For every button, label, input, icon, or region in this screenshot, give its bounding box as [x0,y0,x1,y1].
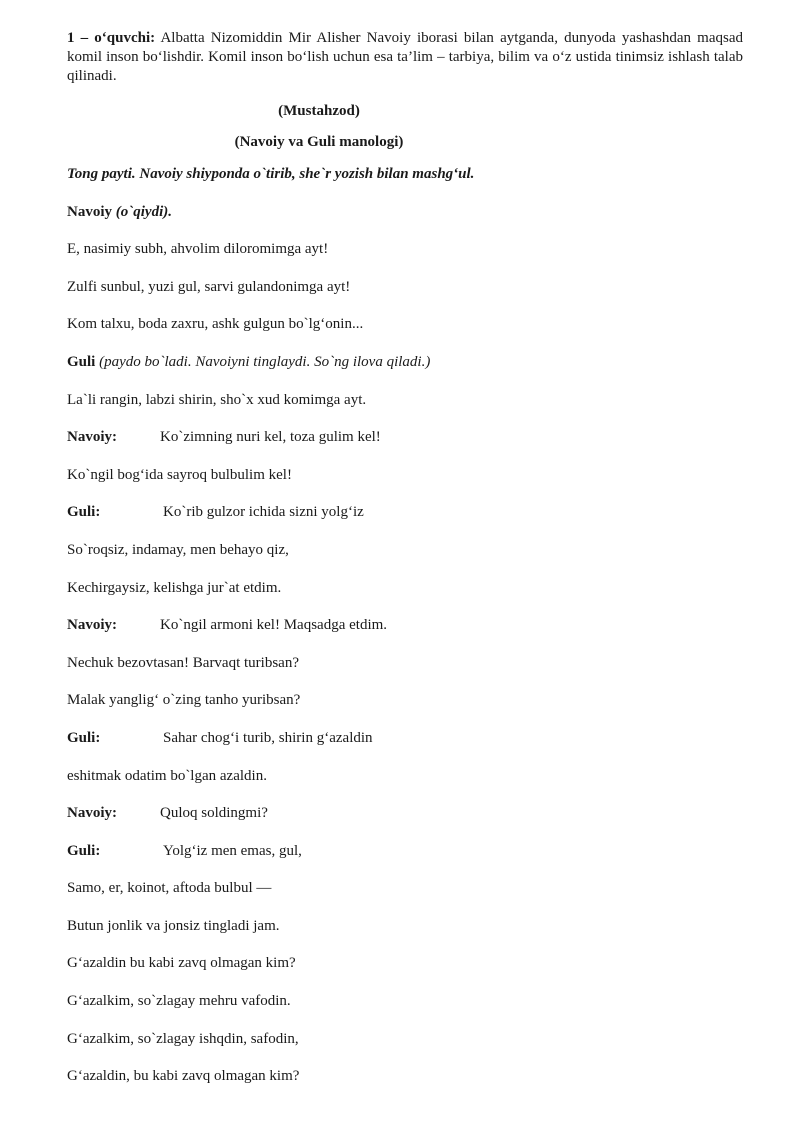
verse-line: E, nasimiy subh, ahvolim diloromimga ayt! [67,241,329,258]
speaker-label: Navoiy [67,203,112,220]
verse-text: Ko`rib gulzor ichida sizni yolg‘iz [163,504,364,521]
verse-line: Malak yanglig‘ o`zing tanho yuribsan? [67,692,301,709]
speaker-label: Navoiy: [67,805,117,822]
verse-line [67,352,743,390]
speaker-note: (paydo bo`ladi. Navoiyni tinglaydi. So`ng ilova qiladi.) [95,353,431,370]
verse-line [67,803,743,841]
verse-line: Zulfi sunbul, yuzi gul, sarvi gulandonimga ayt! [67,278,351,295]
verse-line [67,615,743,653]
verse-line: Nechuk bezovtasan! Barvaqt turibsan? [67,654,299,671]
verse-line: G‘azalkim, so`zlagay ishqdin, safodin, [67,1030,299,1047]
verse-line: Samo, er, koinot, aftoda bulbul — [67,880,272,897]
verse-text: Sahar chog‘i turib, shirin g‘azaldin [163,729,373,746]
verse-text: Ko`zimning nuri kel, toza gulim kel! [160,429,381,446]
verse-line [67,841,743,879]
title-mustahzod: (Mustahzod) [278,103,360,119]
verse-line [67,202,743,240]
speaker-label: Guli: [67,729,101,746]
verse-line: Kechirgaysiz, kelishga jur`at etdim. [67,579,282,596]
intro-text: Albatta Nizomiddin Mir Alisher Navoiy iborasi bilan aytganda, dunyoda yashashdan maqsad komil inson bo‘lishdir. Komil inson bo‘lish uchun esa ta’lim – tarbiya, bilim va o‘z ustida tinimsiz ishlash talab qilinadi. [67,30,744,84]
verse-line: Ko`ngil bog‘ida sayroq bulbulim kel! [67,466,292,483]
verse-line: Butun jonlik va jonsiz tingladi jam. [67,917,280,934]
speaker-label: Navoiy: [67,617,117,634]
verse-text: Ko`ngil armoni kel! Maqsadga etdim. [160,617,388,634]
document-page [67,29,743,1104]
speaker-note: (o`qiydi). [112,203,172,220]
stage-direction: Tong payti. Navoiy shiyponda o`tirib, she`r yozish bilan mashg‘ul. [67,166,475,182]
intro-speaker: 1 – o‘quvchi: [67,30,156,46]
verse-line: So`roqsiz, indamay, men behayo qiz, [67,541,289,558]
speaker-label: Guli [67,353,96,370]
verse-line: eshitmak odatim bo`lgan azaldin. [67,767,267,784]
intro-paragraph [67,29,743,86]
speaker-label: Guli: [67,504,101,521]
verse-line: G‘azalkim, so`zlagay mehru vafodin. [67,993,291,1010]
verse-line [67,502,743,540]
verse-line: La`li rangin, labzi shirin, sho`x xud komimga ayt. [67,391,367,408]
subtitle: (Navoiy va Guli manologi) [234,134,404,150]
speaker-label: Guli: [67,842,101,859]
verse-line: G‘azaldin bu kabi zavq olmagan kim? [67,955,296,972]
verse-line [67,427,743,465]
verse-line [67,728,743,766]
speaker-label: Navoiy: [67,429,117,446]
verse-line: Kom talxu, boda zaxru, ashk gulgun bo`lg‘onin... [67,316,364,333]
verse-text: Yolg‘iz men emas, gul, [163,842,302,859]
verse-line: G‘azaldin, bu kabi zavq olmagan kim? [67,1068,300,1085]
verse-text: Quloq soldingmi? [160,805,268,822]
